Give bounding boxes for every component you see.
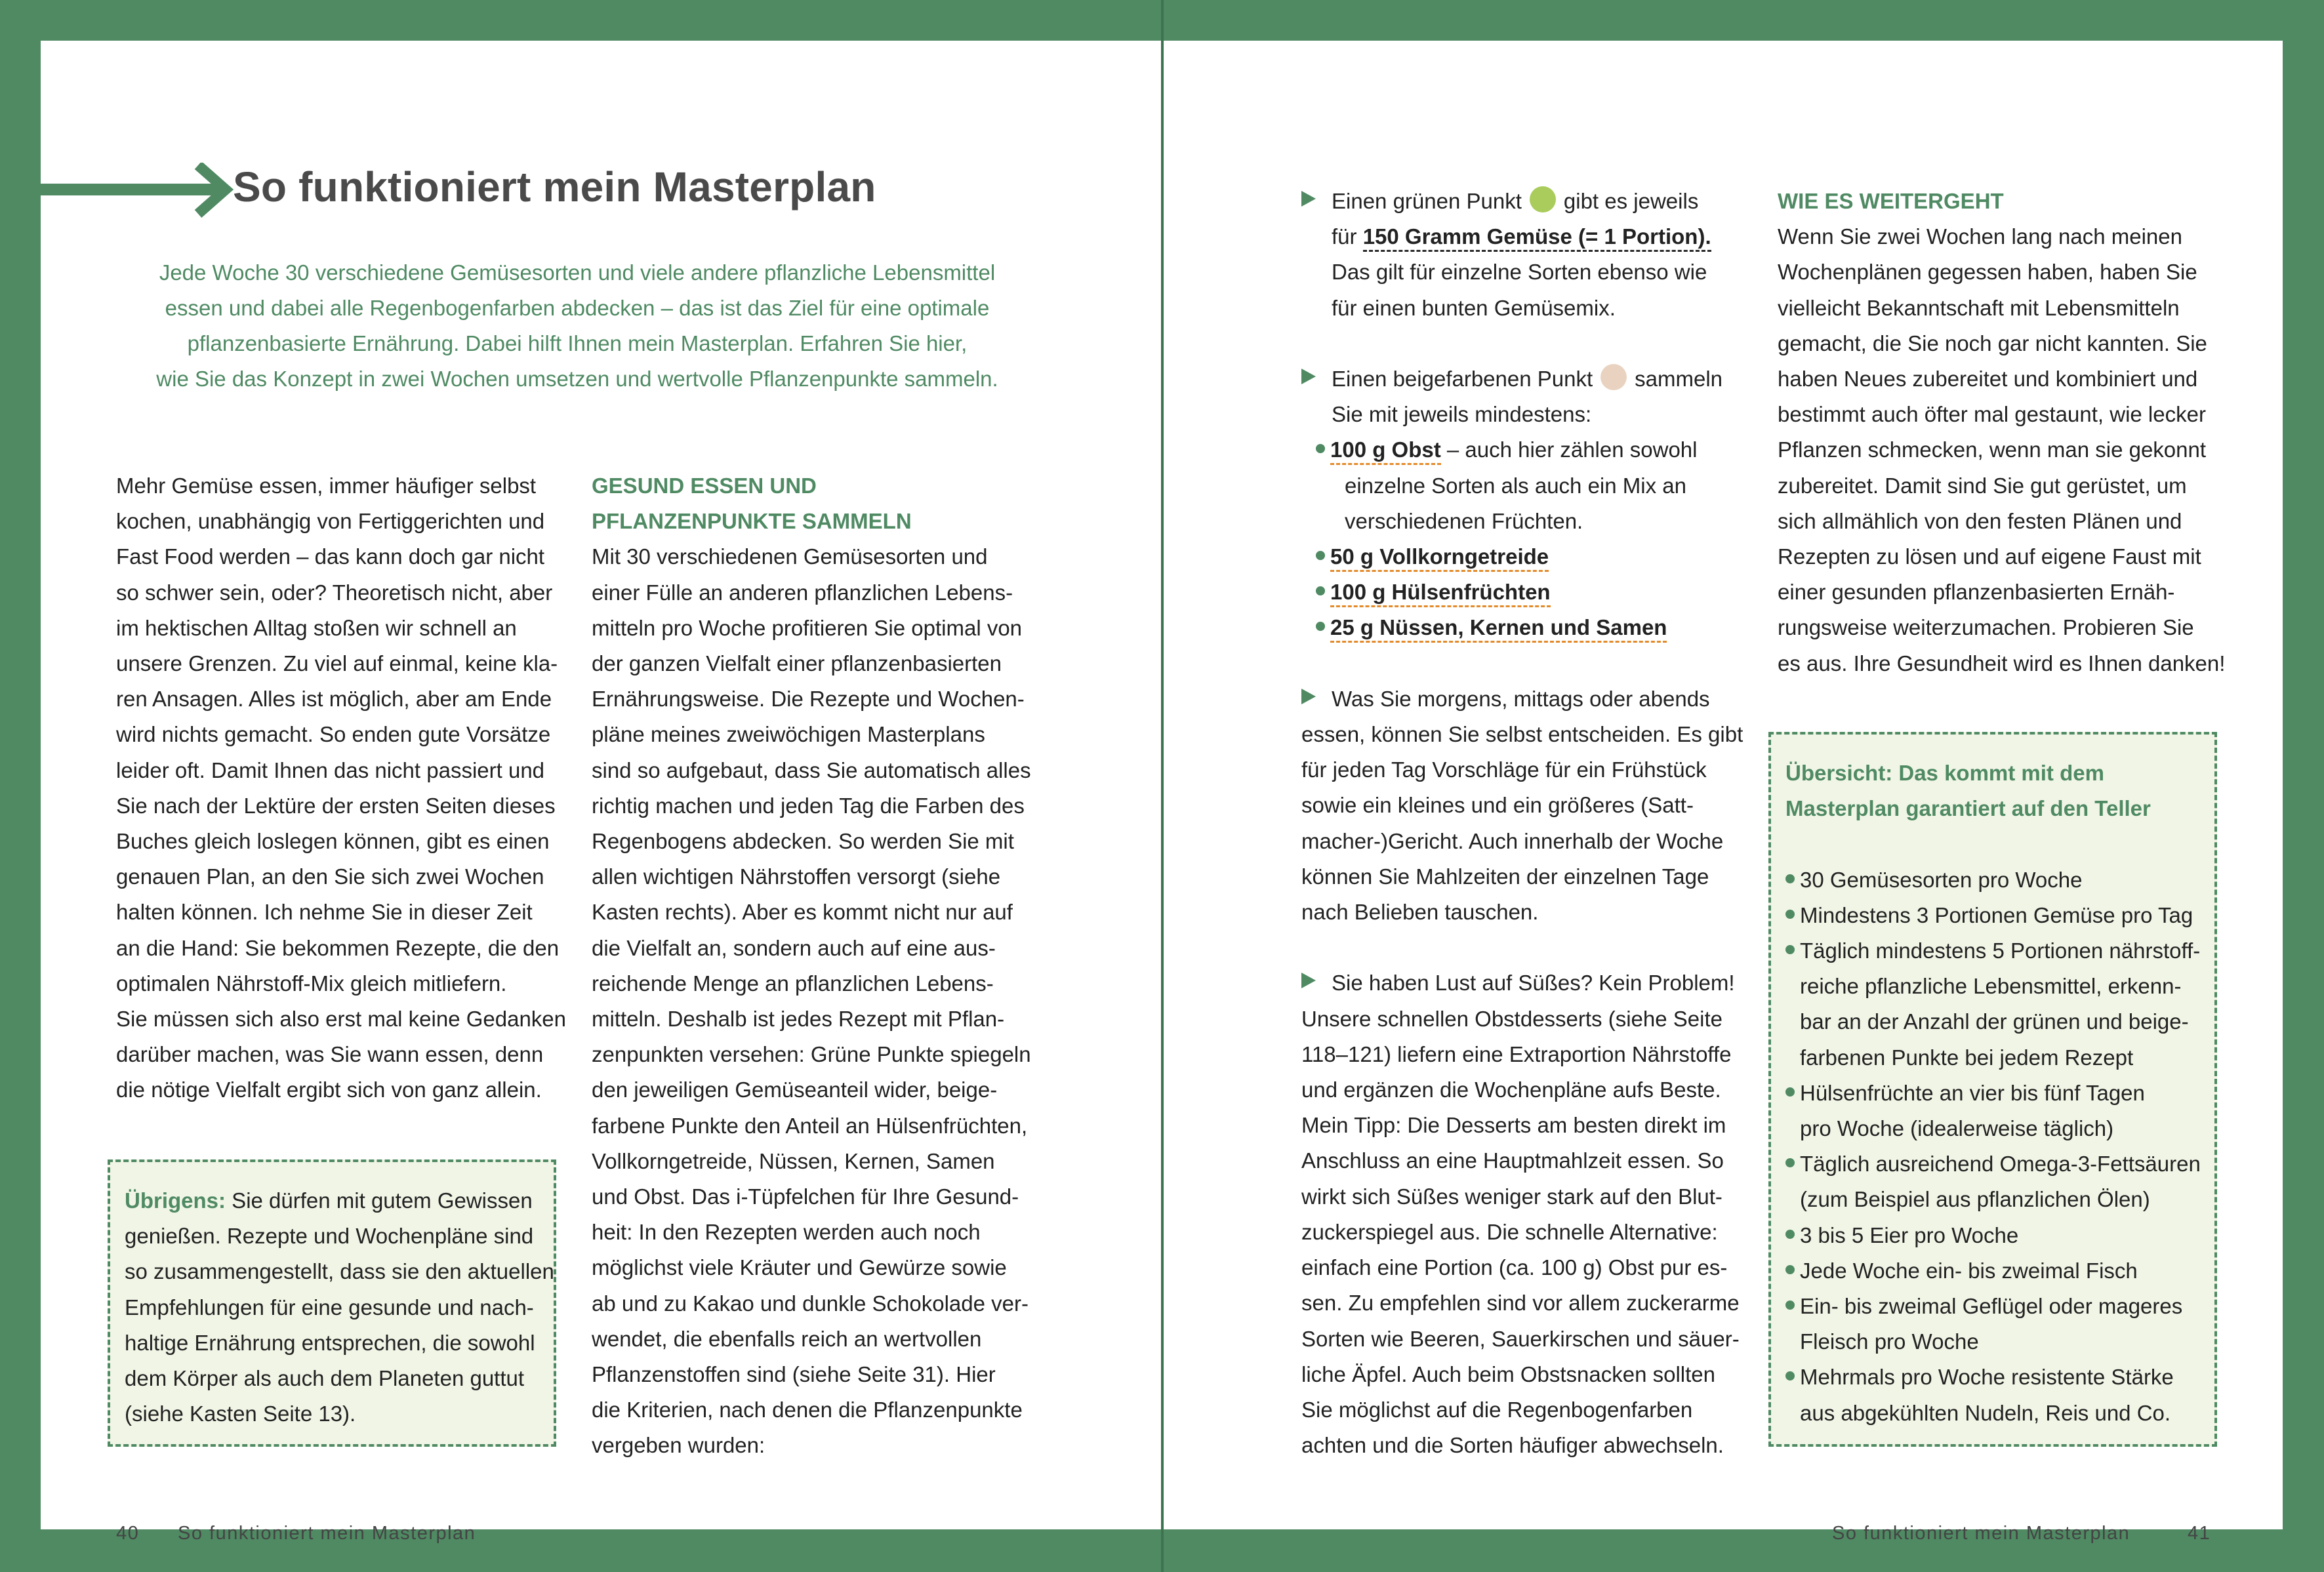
- bullet-dot-icon: [1316, 586, 1325, 595]
- body-line: richtig machen und jeden Tag die Farben des: [592, 793, 1025, 818]
- body-line: unsere Grenzen. Zu viel auf einmal, keine kla-: [116, 651, 558, 676]
- body-line: ab und zu Kakao und dunkle Schokolade ver-: [592, 1291, 1029, 1316]
- lead-line: wie Sie das Konzept in zwei Wochen umsetzen und wertvolle Pflanzenpunkte sammeln.: [156, 367, 998, 391]
- box-line: (siehe Kasten Seite 13).: [125, 1401, 356, 1426]
- page-number-left: 40: [116, 1523, 140, 1544]
- running-footer-left: So funktioniert mein Masterplan: [178, 1523, 476, 1544]
- body-line: wendet, die ebenfalls reich an wertvollen: [592, 1326, 982, 1351]
- beige-point-text: Einen beigefarbenen Punkt: [1332, 367, 1593, 392]
- bullet-dot-icon: [1785, 1265, 1795, 1274]
- lead-line: essen und dabei alle Regenbogenfarben abdecken – das ist das Ziel für eine optimale: [165, 296, 990, 320]
- overview-item-text: Ein- bis zweimal Geflügel oder mageres: [1800, 1294, 2183, 1319]
- next-steps-column: [1778, 184, 2250, 681]
- meals-line: macher-)Gericht. Auch innerhalb der Woche: [1301, 828, 1724, 853]
- triangle-bullet-icon: [1301, 973, 1316, 988]
- green-point-text-2: gibt es jeweils: [1563, 189, 1699, 213]
- body-line: und Obst. Das i-Tüpfelchen für Ihre Gesund-: [592, 1184, 1019, 1209]
- sweets-line: Unsere schnellen Obstdesserts (siehe Seite: [1301, 1006, 1723, 1031]
- next-line: bestimmt auch öfter mal gestaunt, wie lecker: [1778, 402, 2206, 427]
- overview-item-text: 3 bis 5 Eier pro Woche: [1800, 1222, 2019, 1247]
- lead-line: Jede Woche 30 verschiedene Gemüsesorten und viele andere pflanzliche Lebensmittel: [159, 260, 996, 285]
- body-line: kochen, unabhängig von Fertiggerichten und: [116, 509, 545, 534]
- body-line: optimalen Nährstoff-Mix gleich mitliefern.: [116, 971, 507, 996]
- overview-item-text: Hülsenfrüchte an vier bis fünf Tagen: [1800, 1080, 2145, 1105]
- bullet-dot-icon: [1785, 945, 1795, 954]
- next-line: es aus. Ihre Gesundheit wird es Ihnen danken!: [1778, 651, 2226, 675]
- pflanzenpunkte-column: [592, 468, 1090, 1464]
- section-heading-1: GESUND ESSEN UND: [592, 474, 817, 498]
- body-line: den jeweiligen Gemüseanteil wider, beige-: [592, 1078, 998, 1102]
- criteria-column: [1301, 184, 1774, 1463]
- page-number-right: 41: [2188, 1523, 2211, 1544]
- meals-line: sowie ein kleines und ein größeres (Satt-: [1301, 793, 1694, 818]
- overview-item-text: 30 Gemüsesorten pro Woche: [1800, 867, 2083, 892]
- box-line: dem Körper als auch dem Planeten guttut: [125, 1366, 525, 1391]
- overview-item: [1785, 1040, 2214, 1076]
- overview-item-text: reiche pflanzliche Lebensmittel, erkenn-: [1800, 974, 2182, 999]
- sweets-line: achten und die Sorten häufiger abwechseln.: [1301, 1433, 1724, 1458]
- overview-item-text: pro Woche (idealerweise täglich): [1800, 1116, 2114, 1141]
- body-line: genauen Plan, an den Sie sich zwei Wochen: [116, 864, 544, 889]
- next-line: Pflanzen schmecken, wenn man sie gekonnt: [1778, 437, 2207, 462]
- sweets-line: sen. Zu empfehlen sind vor allem zuckerarme: [1301, 1291, 1740, 1316]
- bullet-dot-icon: [1785, 1371, 1795, 1381]
- body-line: Sie müssen sich also erst mal keine Gedanken: [116, 1007, 567, 1032]
- body-line: Regenbogens abdecken. So werden Sie mit: [592, 829, 1014, 854]
- sweets-line: und ergänzen die Wochenpläne aufs Beste.: [1301, 1078, 1721, 1102]
- overview-item-text: Jede Woche ein- bis zweimal Fisch: [1800, 1258, 2138, 1283]
- body-line: einer Fülle an anderen pflanzlichen Lebens-: [592, 580, 1013, 605]
- next-line: einer gesunden pflanzenbasierten Ernäh-: [1778, 580, 2175, 605]
- overview-item: [1785, 1396, 2214, 1431]
- body-line: Kasten rechts). Aber es kommt nicht nur auf: [592, 900, 1013, 925]
- beige-item-huelsen: 100 g Hülsenfrüchten: [1330, 580, 1551, 607]
- beige-item-obst-rest: – auch hier zählen sowohl: [1440, 437, 1698, 462]
- triangle-bullet-icon: [1301, 191, 1316, 207]
- meals-line: nach Belieben tauschen.: [1301, 900, 1539, 925]
- overview-item: [1785, 1004, 2214, 1039]
- body-line: ren Ansagen. Alles ist möglich, aber am Ende: [116, 687, 552, 712]
- beige-point-icon: [1600, 364, 1627, 390]
- box-line: Empfehlungen für eine gesunde und nach-: [125, 1295, 534, 1320]
- bullet-dot-icon: [1785, 910, 1795, 919]
- body-line: im hektischen Alltag stoßen wir schnell an: [116, 615, 517, 640]
- lead-paragraph: [125, 255, 1030, 397]
- body-line: Vollkorngetreide, Nüssen, Kernen, Samen: [592, 1148, 995, 1173]
- beige-item-nuesse: 25 g Nüssen, Kernen und Samen: [1330, 615, 1667, 643]
- sweets-line: Mein Tipp: Die Desserts am besten direkt im: [1301, 1113, 1726, 1138]
- triangle-bullet-icon: [1301, 689, 1316, 704]
- overview-item-text: (zum Beispiel aus pflanzlichen Ölen): [1800, 1187, 2150, 1212]
- body-line: Buches gleich loslegen können, gibt es einen: [116, 829, 550, 854]
- beige-item-getreide: 50 g Vollkorngetreide: [1330, 544, 1549, 572]
- beige-item-obst-l2: einzelne Sorten als auch ein Mix an: [1345, 473, 1686, 498]
- bullet-dot-icon: [1316, 551, 1325, 560]
- box-label: Übrigens:: [125, 1188, 226, 1213]
- page-title: So funktioniert mein Masterplan: [233, 163, 876, 211]
- overview-item-text: farbenen Punkte bei jedem Rezept: [1800, 1045, 2134, 1070]
- overview-heading-1: Übersicht: Das kommt mit dem: [1785, 761, 2104, 785]
- meals-line: können Sie Mahlzeiten der einzelnen Tage: [1301, 864, 1709, 889]
- overview-item: [1785, 1289, 2214, 1324]
- overview-item-text: Mehrmals pro Woche resistente Stärke: [1800, 1365, 2174, 1390]
- next-line: vielleicht Bekanntschaft mit Lebensmitteln: [1778, 295, 2180, 320]
- body-line: möglichst viele Kräuter und Gewürze sowie: [592, 1255, 1007, 1280]
- body-line: vergeben wurden:: [592, 1433, 765, 1458]
- bullet-dot-icon: [1785, 1300, 1795, 1310]
- beige-l2: Sie mit jeweils mindestens:: [1332, 402, 1592, 427]
- body-line: Fast Food werden – das kann doch gar nicht: [116, 544, 545, 569]
- body-line: heit: In den Rezepten werden auch noch: [592, 1220, 981, 1245]
- body-line: der ganzen Vielfalt einer pflanzenbasierten: [592, 651, 1002, 676]
- overview-item-text: Mindestens 3 Portionen Gemüse pro Tag: [1800, 902, 2193, 927]
- overview-item: [1785, 933, 2214, 969]
- body-line: darüber machen, was Sie wann essen, denn: [116, 1042, 544, 1067]
- overview-item-text: aus abgekühlten Nudeln, Reis und Co.: [1800, 1400, 2171, 1425]
- overview-item-text: Täglich ausreichend Omega-3-Fettsäuren: [1800, 1152, 2201, 1177]
- running-footer-right: So funktioniert mein Masterplan: [1832, 1523, 2130, 1544]
- overview-item: [1785, 1360, 2214, 1395]
- beige-item-obst: 100 g Obst: [1330, 437, 1441, 465]
- body-line: allen wichtigen Nährstoffen versorgt (siehe: [592, 864, 1001, 889]
- body-line: mitteln. Deshalb ist jedes Rezept mit Pflan-: [592, 1007, 1005, 1032]
- green-l3: Das gilt für einzelne Sorten ebenso wie: [1332, 260, 1707, 285]
- body-line: zenpunkten versehen: Grüne Punkte spiegeln: [592, 1042, 1031, 1067]
- body-line: farbene Punkte den Anteil an Hülsenfrüchten,: [592, 1113, 1028, 1138]
- next-line: Rezepten zu lösen und auf eigene Faust mit: [1778, 544, 2201, 569]
- overview-item: [1785, 862, 2214, 898]
- body-line: sind so aufgebaut, dass Sie automatisch alles: [592, 757, 1031, 782]
- sweets-line: wirkt sich Süßes weniger stark auf den Blut-: [1301, 1184, 1723, 1209]
- sweets-line: Sorten wie Beeren, Sauerkirschen und säuer-: [1301, 1326, 1740, 1351]
- overview-box: [1768, 732, 2217, 1447]
- green-point-text: Einen grünen Punkt: [1332, 189, 1522, 213]
- sweets-line: [1301, 965, 1774, 1001]
- overview-item-text: bar an der Anzahl der grünen und beige-: [1800, 1009, 2189, 1034]
- overview-item: [1785, 1146, 2214, 1182]
- overview-item: [1785, 1218, 2214, 1253]
- body-line: wird nichts gemacht. So enden gute Vorsätze: [116, 722, 551, 747]
- sweets-line: 118–121) liefern eine Extraportion Nährstoffe: [1301, 1041, 1732, 1066]
- body-line: pläne meines zweiwöchigen Masterplans: [592, 722, 985, 747]
- body-line: die nötige Vielfalt ergibt sich von ganz allein.: [116, 1078, 542, 1102]
- info-box-uebrigens: [108, 1159, 556, 1447]
- lead-line: pflanzenbasierte Ernährung. Dabei hilft Ihnen mein Masterplan. Erfahren Sie hier,: [187, 331, 968, 355]
- next-line: zubereitet. Damit sind Sie gut gerüstet, um: [1778, 473, 2187, 498]
- next-heading: WIE ES WEITERGEHT: [1778, 189, 2004, 213]
- next-line: Wenn Sie zwei Wochen lang nach meinen: [1778, 224, 2182, 249]
- bullet-dot-icon: [1785, 1087, 1795, 1097]
- body-line: an die Hand: Sie bekommen Rezepte, die den: [116, 935, 560, 960]
- overview-item: [1785, 898, 2214, 933]
- meals-line: essen, können Sie selbst entscheiden. Es gibt: [1301, 722, 1743, 747]
- overview-item: [1785, 1111, 2214, 1146]
- right-page: [1164, 41, 2283, 1544]
- body-line: Ernährungsweise. Die Rezepte und Wochen-: [592, 687, 1025, 712]
- box-line: haltige Ernährung entsprechen, die sowohl: [125, 1330, 535, 1355]
- body-line: halten können. Ich nehme Sie in dieser Zeit: [116, 900, 533, 925]
- next-line: rungsweise weiterzumachen. Probieren Sie: [1778, 615, 2194, 640]
- body-line: Pflanzenstoffen sind (siehe Seite 31). Hier: [592, 1362, 996, 1387]
- next-line: sich allmählich von den festen Plänen und: [1778, 508, 2182, 533]
- bullet-dot-icon: [1785, 874, 1795, 883]
- green-l4: für einen bunten Gemüsemix.: [1332, 295, 1616, 320]
- body-line: Mehr Gemüse essen, immer häufiger selbst: [116, 474, 537, 498]
- box-line: genießen. Rezepte und Wochenpläne sind: [125, 1224, 534, 1249]
- sweets-line: Sie möglichst auf die Regenbogenfarben: [1301, 1397, 1693, 1422]
- overview-item: [1785, 1324, 2214, 1360]
- next-line: haben Neues zubereitet und kombiniert und: [1778, 367, 2198, 392]
- overview-item: [1785, 1253, 2214, 1289]
- body-line: die Vielfalt an, sondern auch auf eine aus-: [592, 935, 996, 960]
- sweets-line: liche Äpfel. Auch beim Obstsnacken sollten: [1301, 1361, 1716, 1386]
- sweets-line: Anschluss an eine Hauptmahlzeit essen. So: [1301, 1148, 1724, 1173]
- overview-item: [1785, 1182, 2214, 1217]
- triangle-bullet-icon: [1301, 369, 1316, 384]
- beige-item-obst-l3: verschiedenen Früchten.: [1345, 508, 1583, 533]
- bullet-dot-icon: [1316, 622, 1325, 631]
- body-line: Mit 30 verschiedenen Gemüsesorten und: [592, 544, 988, 569]
- left-page: [41, 41, 1161, 1544]
- box-line: so zusammengestellt, dass sie den aktuellen: [125, 1259, 554, 1284]
- section-heading-2: PFLANZENPUNKTE SAMMELN: [592, 509, 912, 534]
- green-l2-pre: für: [1332, 224, 1363, 249]
- overview-item: [1785, 1076, 2214, 1111]
- green-amount: 150 Gramm Gemüse (= 1 Portion).: [1363, 224, 1711, 252]
- bullet-dot-icon: [1316, 444, 1325, 453]
- body-line: leider oft. Damit Ihnen das nicht passiert und: [116, 757, 545, 782]
- box-first-line: Sie dürfen mit gutem Gewissen: [226, 1188, 533, 1213]
- meals-line: [1301, 681, 1774, 717]
- next-line: Wochenplänen gegessen haben, haben Sie: [1778, 260, 2197, 285]
- overview-item-text: Fleisch pro Woche: [1800, 1329, 1979, 1354]
- meals-line: für jeden Tag Vorschläge für ein Frühstück: [1301, 757, 1707, 782]
- body-line: die Kriterien, nach denen die Pflanzenpunkte: [592, 1398, 1023, 1422]
- body-line: mitteln pro Woche profitieren Sie optimal von: [592, 615, 1023, 640]
- sweets-line: zuckerspiegel aus. Die schnelle Alternative:: [1301, 1219, 1718, 1244]
- body-line: Sie nach der Lektüre der ersten Seiten dieses: [116, 793, 556, 818]
- overview-item: [1785, 969, 2214, 1004]
- sweets-line: einfach eine Portion (ca. 100 g) Obst pur es-: [1301, 1255, 1728, 1280]
- sweets-line-first: Sie haben Lust auf Süßes? Kein Problem!: [1332, 971, 1735, 996]
- overview-heading-2: Masterplan garantiert auf den Teller: [1785, 796, 2151, 821]
- body-line: reichende Menge an pflanzlichen Lebens-: [592, 971, 994, 996]
- next-line: gemacht, die Sie noch gar nicht kannten. Sie: [1778, 331, 2207, 355]
- green-point-icon: [1530, 186, 1556, 212]
- meals-line-first: Was Sie morgens, mittags oder abends: [1332, 686, 1710, 711]
- bullet-dot-icon: [1785, 1158, 1795, 1167]
- overview-item-text: Täglich mindestens 5 Portionen nährstoff-: [1800, 938, 2201, 963]
- arrow-right-icon: [41, 163, 251, 218]
- bullet-dot-icon: [1785, 1230, 1795, 1239]
- intro-column: [116, 468, 588, 1108]
- beige-point-text-2: sammeln: [1635, 367, 1723, 392]
- body-line: so schwer sein, oder? Theoretisch nicht, aber: [116, 580, 553, 605]
